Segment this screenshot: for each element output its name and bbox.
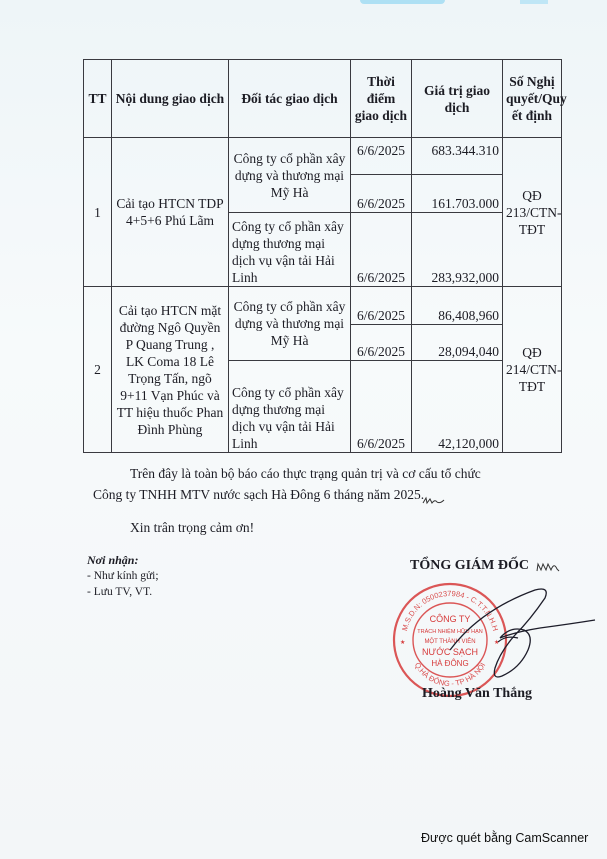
closing-paragraph-line2: Công ty TNHH MTV nước sạch Hà Đông 6 tháng năm 2025. bbox=[93, 487, 425, 502]
initial-mark-icon bbox=[535, 560, 561, 574]
thanks-line: Xin trân trọng cảm ơn! bbox=[130, 520, 255, 535]
transaction-date: 6/6/2025 bbox=[351, 138, 412, 175]
initial-mark-icon bbox=[422, 494, 446, 506]
stamp-line2: TRÁCH NHIỆM HỮU HẠN bbox=[417, 629, 483, 635]
stamp-line3: MỘT THÀNH VIÊN bbox=[424, 639, 476, 645]
stamp-ring-bottom: Q.HÀ ĐÔNG - TP HÀ NỘI bbox=[412, 660, 488, 689]
stamp-ring-top: M.S.D.N: 0500237984 - C.T.T.N.H.H bbox=[399, 588, 501, 632]
row-partner: Công ty cổ phần xây dựng thương mại dịch vụ vận tải Hải Linh bbox=[229, 361, 351, 453]
transaction-date: 6/6/2025 bbox=[351, 325, 412, 361]
transaction-date: 6/6/2025 bbox=[351, 287, 412, 325]
transaction-date: 6/6/2025 bbox=[351, 213, 412, 287]
header-value: Giá trị giao dịch bbox=[412, 60, 503, 138]
transaction-value: 28,094,040 bbox=[412, 325, 503, 361]
svg-text:★: ★ bbox=[400, 640, 406, 646]
table-row bbox=[84, 138, 562, 175]
row-partner: Công ty cổ phần xây dựng và thương mại Mỹ Hà bbox=[229, 138, 351, 213]
transaction-value: 161.703.000 bbox=[412, 175, 503, 213]
table-header-row bbox=[84, 60, 562, 138]
row-decision: QĐ 214/CTN-TĐT bbox=[503, 287, 562, 453]
transaction-value: 42,120,000 bbox=[412, 361, 503, 453]
recipients-title: Nơi nhận: bbox=[87, 553, 139, 567]
recipient-item: - Như kính gửi; bbox=[87, 570, 159, 582]
row-tt: 1 bbox=[84, 138, 112, 287]
transaction-value: 86,408,960 bbox=[412, 287, 503, 325]
transaction-value: 283,932,000 bbox=[412, 213, 503, 287]
stamp-line5: HÀ ĐÔNG bbox=[431, 659, 469, 668]
scan-edge-artifact bbox=[360, 0, 445, 4]
row-partner: Công ty cổ phần xây dựng thương mại dịch vụ vận tải Hải Linh bbox=[229, 213, 351, 287]
row-decision: QĐ 213/CTN-TĐT bbox=[503, 138, 562, 287]
header-content: Nội dung giao dịch bbox=[112, 60, 229, 138]
handwritten-signature bbox=[440, 580, 600, 690]
closing-paragraph-line1: Trên đây là toàn bộ báo cáo thực trạng quản trị và cơ cấu tổ chức bbox=[130, 466, 481, 481]
header-decision: Số Nghị quyết/Quy ết định bbox=[503, 60, 562, 138]
stamp-line4: NƯỚC SẠCH bbox=[422, 647, 478, 657]
transaction-date: 6/6/2025 bbox=[351, 361, 412, 453]
header-tt: TT bbox=[84, 60, 112, 138]
svg-text:★: ★ bbox=[494, 640, 500, 646]
transaction-date: 6/6/2025 bbox=[351, 175, 412, 213]
header-partner: Đối tác giao dịch bbox=[229, 60, 351, 138]
recipient-item: - Lưu TV, VT. bbox=[87, 586, 153, 598]
transaction-value: 683.344.310 bbox=[412, 138, 503, 175]
row-content: Cải tạo HTCN TDP 4+5+6 Phú Lãm bbox=[112, 138, 229, 287]
row-content: Cải tạo HTCN mặt đường Ngô Quyền P Quang Trung , LK Coma 18 Lê Trọng Tấn, ngõ 9+11 Vạn Phúc và TT hiệu thuốc Phan Đình Phùng bbox=[112, 287, 229, 453]
table-row bbox=[84, 287, 562, 325]
signature-title: TỔNG GIÁM ĐỐC bbox=[410, 558, 529, 573]
signer-name: Hoàng Văn Thắng bbox=[422, 686, 532, 701]
camscanner-footer: Được quét bằng CamScanner bbox=[421, 831, 589, 845]
row-tt: 2 bbox=[84, 287, 112, 453]
row-partner: Công ty cổ phần xây dựng và thương mại Mỹ Hà bbox=[229, 287, 351, 361]
transactions-table bbox=[83, 59, 567, 453]
header-time: Thời điểm giao dịch bbox=[351, 60, 412, 138]
stamp-line1: CÔNG TY bbox=[429, 614, 471, 624]
scan-edge-artifact bbox=[520, 0, 548, 4]
